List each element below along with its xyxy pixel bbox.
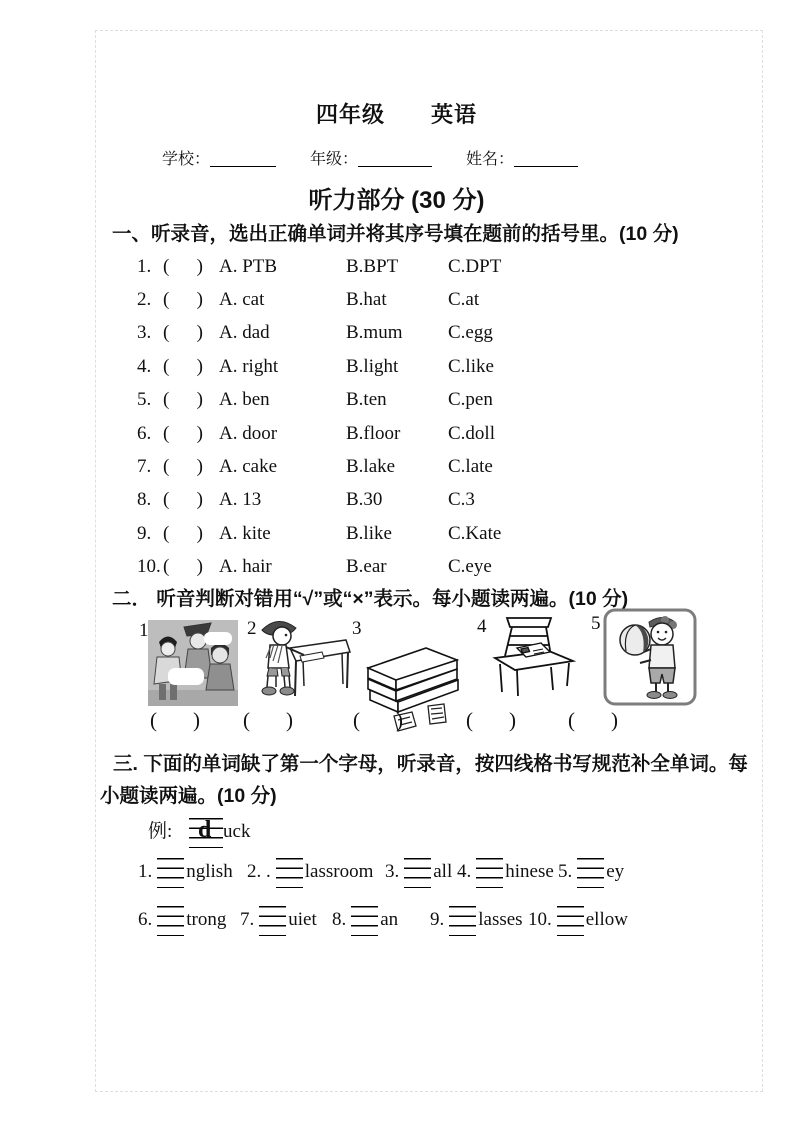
choice-row-1 [137, 250, 697, 283]
name-blank-line [514, 150, 578, 167]
fill-item-7 [240, 906, 317, 936]
option-b: B.lake [346, 456, 396, 478]
school-label: 学校： [162, 151, 211, 168]
fill-item-4 [457, 858, 554, 888]
fill-row-1 [0, 858, 793, 898]
four-line-grid-example [189, 818, 223, 848]
item-number: 7. [240, 909, 255, 930]
option-b: B.hat [346, 289, 387, 311]
fill-item-5 [558, 858, 624, 888]
four-line-grid [557, 906, 584, 936]
option-c: C.DPT [448, 255, 502, 277]
choice-row-6 [137, 417, 697, 450]
fill-row-2 [0, 906, 793, 946]
option-a: A. cake [219, 456, 278, 478]
option-c: C.doll [448, 422, 495, 444]
section1-choice-list [137, 250, 697, 584]
paren-close: ) [196, 389, 203, 411]
item-number: 5. [137, 389, 152, 411]
option-a: A. kite [219, 522, 271, 544]
paren-open: ( [163, 322, 170, 344]
paren-close: ) [196, 522, 203, 544]
four-line-grid [449, 906, 476, 936]
picture-number-5: 5 [591, 613, 601, 634]
item-number: 2. [137, 289, 152, 311]
option-b: B.mum [346, 322, 403, 344]
option-a: A. 13 [219, 489, 262, 511]
word-suffix: uiet [288, 909, 317, 930]
grade-field [310, 146, 432, 169]
choice-row-8 [137, 484, 697, 517]
picture-3-answer-brackets [353, 708, 403, 733]
choice-row-5 [137, 384, 697, 417]
option-c: C.egg [448, 322, 493, 344]
picture-4-chair-with-book-illustration [487, 610, 581, 702]
option-b: B.30 [346, 489, 383, 511]
item-number: 9. [430, 909, 445, 930]
paren-open: ( [163, 522, 170, 544]
paren-close: ) [196, 422, 203, 444]
word-suffix: lassroom [304, 861, 374, 882]
paren-open: ( [353, 708, 360, 732]
paren-close: ) [196, 289, 203, 311]
fill-item-6 [138, 906, 226, 936]
item-number: 8. [137, 489, 152, 511]
item-number: 6. [137, 422, 152, 444]
paren-close: ) [193, 708, 200, 732]
option-a: A. door [219, 422, 278, 444]
paren-open: ( [568, 708, 575, 732]
grade-label: 年级： [310, 151, 359, 168]
paren-open: ( [163, 389, 170, 411]
four-line-grid [259, 906, 286, 936]
option-b: B.floor [346, 422, 401, 444]
grade-blank-line [358, 150, 432, 167]
choice-row-3 [137, 317, 697, 350]
item-number: 3. [137, 322, 152, 344]
word-suffix: trong [186, 909, 227, 930]
picture-number-3: 3 [352, 618, 362, 639]
option-c: C.like [448, 355, 494, 377]
option-b: B.like [346, 522, 392, 544]
paren-close: ) [196, 355, 203, 377]
choice-row-4 [137, 350, 697, 383]
option-c: C.pen [448, 389, 493, 411]
choice-row-2 [137, 283, 697, 316]
four-line-grid [404, 858, 431, 888]
option-a: A. PTB [219, 255, 278, 277]
word-suffix: ellow [585, 909, 628, 930]
paren-open: ( [163, 456, 170, 478]
choice-row-10 [137, 551, 697, 584]
paren-open: ( [163, 289, 170, 311]
word-suffix: hinese [505, 861, 554, 882]
fill-item-8 [332, 906, 398, 936]
item-number: 10. [528, 909, 552, 930]
picture-number-2: 2 [247, 618, 257, 639]
picture-5-boy-holding-ball-illustration [603, 608, 697, 706]
student-info-line [162, 146, 578, 169]
picture-2-answer-brackets [243, 708, 293, 733]
answer-brackets [163, 489, 203, 511]
fill-item-10 [528, 906, 628, 936]
four-line-grid [577, 858, 604, 888]
item-number: 10. [137, 556, 161, 578]
picture-1-answer-brackets [150, 708, 200, 733]
word-suffix: all [433, 861, 453, 882]
paren-open: ( [163, 556, 170, 578]
item-number: 7. [137, 456, 152, 478]
item-number: 9. [137, 522, 152, 544]
example-word-suffix: uck [223, 821, 251, 842]
page-title: 四年级 英语 [315, 102, 477, 127]
option-a: A. ben [219, 389, 270, 411]
item-number: 8. [332, 909, 347, 930]
answer-brackets [163, 389, 203, 411]
fill-item-3 [385, 858, 452, 888]
example-label: 例: [148, 821, 173, 842]
item-number: 4. [137, 355, 152, 377]
name-label: 姓名： [466, 151, 515, 168]
paren-close: ) [196, 489, 203, 511]
item-number: 6. [138, 909, 153, 930]
item-number: 1. [137, 255, 152, 277]
four-line-grid [157, 906, 184, 936]
fill-item-2 [247, 858, 373, 888]
paren-open: ( [163, 255, 170, 277]
paren-close: ) [196, 556, 203, 578]
paren-close: ) [396, 708, 403, 732]
section3-heading: 三. 下面的单词缺了第一个字母，听录音，按四线格书写规范补全单词。每小题读两遍。(10 分) [100, 753, 748, 807]
answer-brackets [163, 256, 203, 278]
option-a: A. cat [219, 289, 265, 311]
answer-brackets [163, 289, 203, 311]
four-line-grid [157, 858, 184, 888]
paren-close: ) [196, 456, 203, 478]
paren-open: ( [163, 489, 170, 511]
option-a: A. hair [219, 556, 272, 578]
example-letter: d [198, 817, 212, 843]
item-number: 3. [385, 861, 400, 882]
answer-brackets [163, 523, 203, 545]
option-b: B.BPT [346, 255, 399, 277]
picture-number-1: 1 [139, 620, 149, 641]
item-number: 2. . [247, 861, 271, 882]
item-number: 1. [138, 861, 153, 882]
listening-section-header: 听力部分 (30 分) [308, 187, 485, 214]
word-suffix: ey [606, 861, 625, 882]
paren-open: ( [150, 708, 157, 732]
item-number: 5. [558, 861, 573, 882]
paren-close: ) [196, 322, 203, 344]
school-field [162, 146, 276, 169]
option-b: B.ear [346, 556, 387, 578]
name-field [466, 146, 578, 169]
paren-close: ) [611, 708, 618, 732]
picture-2-child-cleaning-desk-illustration [256, 614, 352, 706]
fill-item-9 [430, 906, 523, 936]
picture-number-4: 4 [477, 616, 487, 637]
four-line-grid [276, 858, 303, 888]
four-line-grid [476, 858, 503, 888]
option-b: B.light [346, 355, 399, 377]
option-c: C.late [448, 456, 493, 478]
answer-brackets [163, 322, 203, 344]
answer-brackets [163, 556, 203, 578]
option-c: C.eye [448, 556, 492, 578]
section1-heading: 一、听录音，选出正确单词并将其序号填在题前的括号里。(10 分) [112, 223, 679, 245]
choice-row-7 [137, 450, 697, 483]
answer-brackets [163, 423, 203, 445]
paren-open: ( [243, 708, 250, 732]
paren-open: ( [163, 422, 170, 444]
option-a: A. right [219, 355, 279, 377]
option-c: C.Kate [448, 522, 502, 544]
paren-open: ( [466, 708, 473, 732]
section3-example [148, 816, 250, 848]
option-a: A. dad [219, 322, 270, 344]
picture-5-answer-brackets [568, 708, 618, 733]
word-suffix: lasses [478, 909, 523, 930]
paren-open: ( [163, 355, 170, 377]
picture-4-answer-brackets [466, 708, 516, 733]
picture-1-family-talking-illustration [148, 620, 238, 706]
paren-close: ) [509, 708, 516, 732]
word-suffix: an [380, 909, 399, 930]
option-b: B.ten [346, 389, 387, 411]
fill-item-1 [138, 858, 233, 888]
four-line-grid [351, 906, 378, 936]
option-c: C.at [448, 289, 480, 311]
answer-brackets [163, 356, 203, 378]
section2-pictures [0, 608, 793, 748]
answer-brackets [163, 456, 203, 478]
choice-row-9 [137, 517, 697, 550]
school-blank-line [210, 150, 276, 167]
paren-close: ) [286, 708, 293, 732]
section2-heading: 二． 听音判断对错用“√”或“×”表示。每小题读两遍。(10 分) [112, 588, 629, 610]
option-c: C.3 [448, 489, 475, 511]
item-number: 4. [457, 861, 472, 882]
paren-close: ) [196, 255, 203, 277]
word-suffix: nglish [186, 861, 233, 882]
